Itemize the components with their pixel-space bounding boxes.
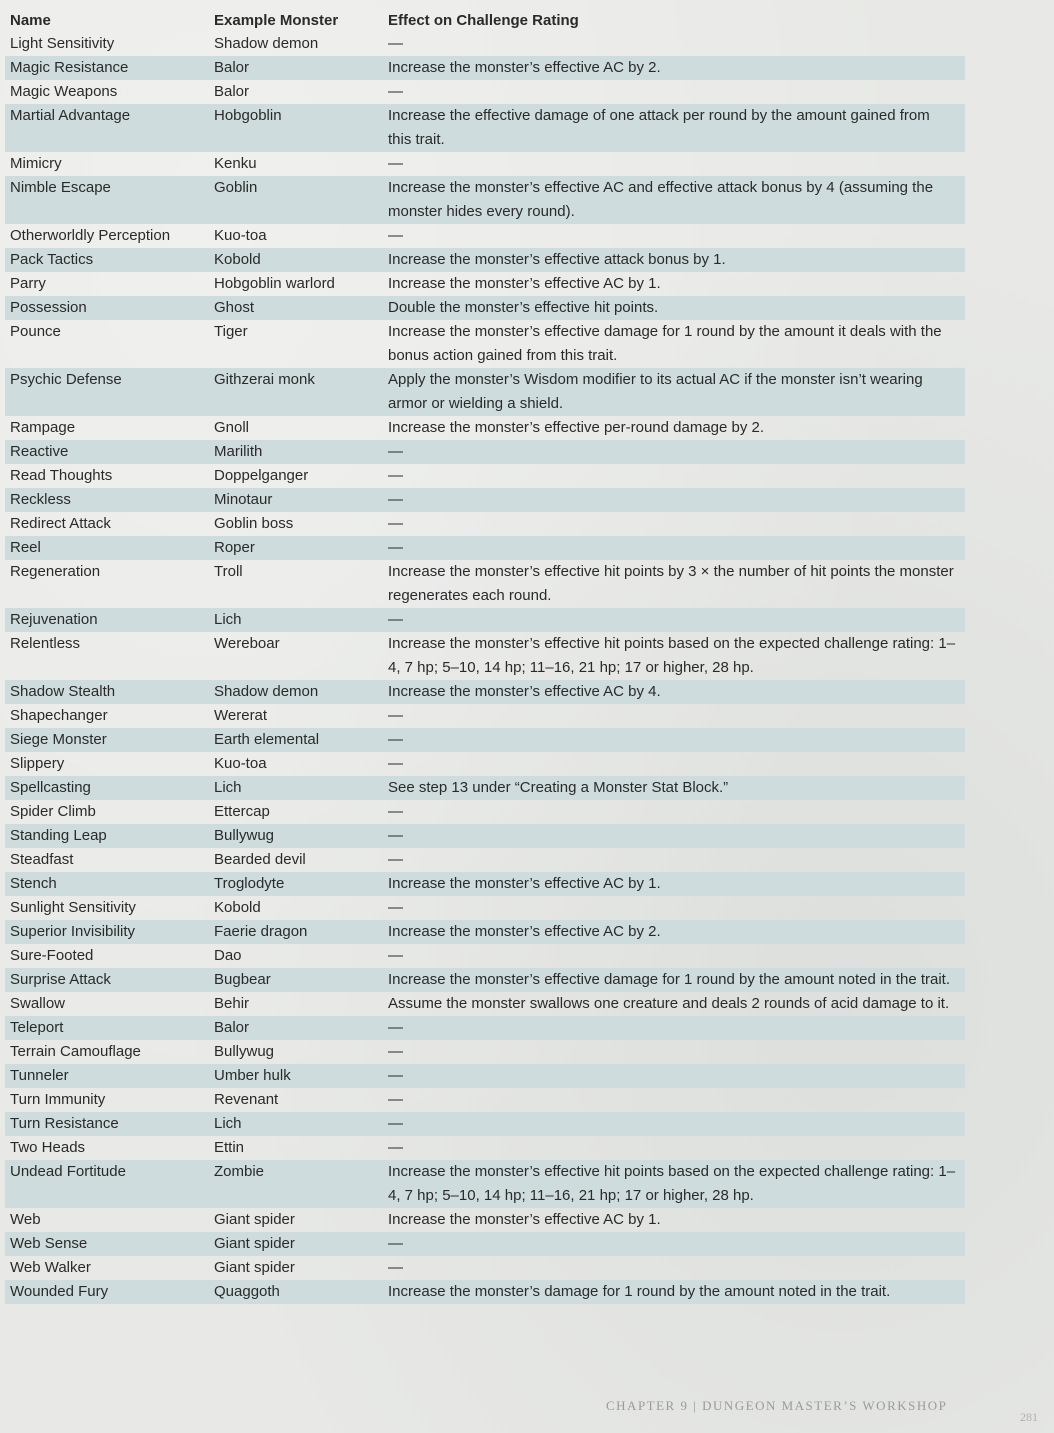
table-row — [5, 416, 965, 440]
cell-name: Mimicry — [10, 155, 62, 172]
table-row — [5, 728, 965, 752]
table-row — [5, 32, 965, 56]
cell-monster: Bullywug — [214, 1043, 275, 1060]
cell-monster: Goblin boss — [214, 515, 294, 532]
cell-effect: Increase the monster’s effective AC by 1. — [388, 1211, 661, 1228]
cell-effect: Increase the monster’s effective AC by 1. — [388, 875, 661, 892]
table-row — [5, 536, 965, 560]
cell-effect: — — [388, 1091, 403, 1108]
cell-monster: Githzerai monk — [214, 371, 315, 388]
table-row — [5, 488, 965, 512]
cell-name: Magic Weapons — [10, 83, 118, 100]
cell-monster: Faerie dragon — [214, 923, 308, 940]
cell-effect: — — [388, 731, 403, 748]
cell-effect: — — [388, 1067, 403, 1084]
cell-monster: Doppelganger — [214, 467, 309, 484]
table-row — [5, 608, 965, 632]
cell-name: Surprise Attack — [10, 971, 111, 988]
cell-monster: Lich — [214, 1115, 242, 1132]
cell-effect: — — [388, 1259, 403, 1276]
cell-name: Possession — [10, 299, 87, 316]
cell-effect: — — [388, 1115, 403, 1132]
cell-name: Relentless — [10, 635, 81, 652]
table-row — [5, 920, 965, 944]
table-row — [5, 56, 965, 80]
table-row — [5, 1256, 965, 1280]
cell-effect: — — [388, 1019, 403, 1036]
table-row — [5, 1160, 965, 1208]
cell-monster: Roper — [214, 539, 255, 556]
cell-effect: Increase the monster’s effective AC and effective attack bonus by 4 (assuming the monster hides every round). — [388, 179, 934, 220]
cell-effect: Assume the monster swallows one creature and deals 2 rounds of acid damage to it. — [388, 995, 950, 1012]
cell-monster: Kuo-toa — [214, 227, 267, 244]
cell-effect: — — [388, 611, 403, 628]
cell-monster: Tiger — [214, 323, 248, 340]
table-header — [5, 8, 965, 32]
cell-name: Web — [10, 1211, 41, 1228]
cell-name: Parry — [10, 275, 46, 292]
cell-effect: — — [388, 35, 403, 52]
table-row — [5, 800, 965, 824]
cell-name: Undead Fortitude — [10, 1163, 126, 1180]
cell-name: Reel — [10, 539, 41, 556]
cell-name: Rampage — [10, 419, 76, 436]
table-row — [5, 824, 965, 848]
cell-name: Magic Resistance — [10, 59, 129, 76]
cell-monster: Earth elemental — [214, 731, 320, 748]
cell-monster: Kuo-toa — [214, 755, 267, 772]
cell-name: Otherworldly Perception — [10, 227, 171, 244]
cell-monster: Kenku — [214, 155, 257, 172]
table-row — [5, 1088, 965, 1112]
table-row — [5, 1280, 965, 1304]
cell-effect: — — [388, 803, 403, 820]
cell-monster: Revenant — [214, 1091, 279, 1108]
cell-name: Martial Advantage — [10, 107, 131, 124]
chapter-footer: CHAPTER 9 | DUNGEON MASTER’S WORKSHOP — [606, 1398, 948, 1413]
cell-name: Slippery — [10, 755, 65, 772]
cell-monster: Behir — [214, 995, 250, 1012]
cell-monster: Goblin — [214, 179, 258, 196]
cell-monster: Lich — [214, 779, 242, 796]
table-row — [5, 80, 965, 104]
cell-effect: Increase the monster’s effective hit points by 3 × the number of hit points the monster regenerates each round. — [388, 563, 954, 604]
table-body — [5, 32, 965, 1304]
header-monster: Example Monster — [214, 12, 339, 29]
cell-name: Redirect Attack — [10, 515, 111, 532]
cell-monster: Giant spider — [214, 1211, 295, 1228]
cell-effect: Increase the monster’s damage for 1 round by the amount noted in the trait. — [388, 1283, 891, 1300]
cell-name: Two Heads — [10, 1139, 86, 1156]
cell-monster: Ettin — [214, 1139, 245, 1156]
cell-effect: Double the monster’s effective hit points. — [388, 299, 659, 316]
table-row — [5, 1208, 965, 1232]
cell-name: Regeneration — [10, 563, 101, 580]
table-row — [5, 704, 965, 728]
cell-effect: — — [388, 947, 403, 964]
cell-name: Stench — [10, 875, 57, 892]
table-row — [5, 368, 965, 416]
cell-name: Superior Invisibility — [10, 923, 136, 940]
table-row — [5, 224, 965, 248]
header-effect: Effect on Challenge Rating — [388, 12, 579, 29]
cell-effect: Increase the monster’s effective AC by 1. — [388, 275, 661, 292]
cell-name: Steadfast — [10, 851, 74, 868]
cell-effect: Increase the monster’s effective AC by 4. — [388, 683, 661, 700]
cell-effect: — — [388, 755, 403, 772]
cell-monster: Bugbear — [214, 971, 271, 988]
cell-name: Pounce — [10, 323, 61, 340]
cell-monster: Balor — [214, 1019, 250, 1036]
cell-effect: — — [388, 467, 403, 484]
cell-monster: Shadow demon — [214, 35, 319, 52]
cell-effect: — — [388, 851, 403, 868]
table-row — [5, 512, 965, 536]
cell-monster: Lich — [214, 611, 242, 628]
table-row — [5, 440, 965, 464]
table-row — [5, 176, 965, 224]
cell-name: Spider Climb — [10, 803, 96, 820]
cell-name: Teleport — [10, 1019, 64, 1036]
cell-monster: Umber hulk — [214, 1067, 291, 1084]
cell-monster: Shadow demon — [214, 683, 319, 700]
cell-monster: Hobgoblin — [214, 107, 282, 124]
cell-name: Swallow — [10, 995, 66, 1012]
cell-effect: Apply the monster’s Wisdom modifier to its actual AC if the monster isn’t wearing armor or wielding a shield. — [388, 371, 923, 412]
table-row — [5, 968, 965, 992]
cell-effect: — — [388, 515, 403, 532]
table-row — [5, 896, 965, 920]
cell-monster: Minotaur — [214, 491, 273, 508]
cell-monster: Gnoll — [214, 419, 250, 436]
cell-monster: Giant spider — [214, 1259, 295, 1276]
cell-effect: — — [388, 1235, 403, 1252]
cell-monster: Balor — [214, 83, 250, 100]
cell-name: Pack Tactics — [10, 251, 94, 268]
cell-monster: Bullywug — [214, 827, 275, 844]
cell-effect: Increase the monster’s effective AC by 2. — [388, 923, 661, 940]
table-row — [5, 848, 965, 872]
cell-monster: Zombie — [214, 1163, 265, 1180]
table-row — [5, 1064, 965, 1088]
cell-monster: Troll — [214, 563, 243, 580]
table-row — [5, 1112, 965, 1136]
cell-monster: Wereboar — [214, 635, 280, 652]
cell-name: Nimble Escape — [10, 179, 111, 196]
cell-monster: Ettercap — [214, 803, 270, 820]
cell-monster: Kobold — [214, 899, 261, 916]
cell-name: Read Thoughts — [10, 467, 113, 484]
cell-name: Reactive — [10, 443, 69, 460]
table-row — [5, 272, 965, 296]
cell-monster: Marilith — [214, 443, 263, 460]
table-row — [5, 872, 965, 896]
cell-name: Wounded Fury — [10, 1283, 109, 1300]
cell-name: Psychic Defense — [10, 371, 122, 388]
cell-name: Reckless — [10, 491, 71, 508]
header-name: Name — [10, 12, 51, 29]
traits-table — [5, 8, 965, 1304]
table-row — [5, 320, 965, 368]
cell-effect: Increase the effective damage of one attack per round by the amount gained from this trait. — [388, 107, 930, 148]
table-row — [5, 152, 965, 176]
table-row — [5, 944, 965, 968]
table-row — [5, 1016, 965, 1040]
cell-effect: Increase the monster’s effective per-round damage by 2. — [388, 419, 765, 436]
cell-effect: Increase the monster’s effective hit points based on the expected challenge rating: 1–4, 7 hp; 5–10, 14 hp; 11–16, 21 hp; 17 or higher, 28 hp. — [388, 1163, 956, 1204]
cell-effect: Increase the monster’s effective attack bonus by 1. — [388, 251, 726, 268]
cell-name: Terrain Camouflage — [10, 1043, 141, 1060]
table-row — [5, 992, 965, 1016]
cell-monster: Ghost — [214, 299, 255, 316]
table-row — [5, 296, 965, 320]
table-row — [5, 560, 965, 608]
cell-effect: — — [388, 539, 403, 556]
table-row — [5, 632, 965, 680]
cell-monster: Troglodyte — [214, 875, 285, 892]
cell-name: Light Sensitivity — [10, 35, 115, 52]
cell-effect: — — [388, 227, 403, 244]
cell-effect: — — [388, 899, 403, 916]
table-row — [5, 680, 965, 704]
cell-effect: See step 13 under “Creating a Monster Stat Block.” — [388, 779, 729, 796]
cell-effect: — — [388, 491, 403, 508]
cell-effect: — — [388, 1139, 403, 1156]
cell-effect: — — [388, 1043, 403, 1060]
table-row — [5, 752, 965, 776]
cell-name: Web Sense — [10, 1235, 88, 1252]
cell-effect: — — [388, 827, 403, 844]
cell-name: Standing Leap — [10, 827, 107, 844]
cell-monster: Dao — [214, 947, 242, 964]
table-row — [5, 1136, 965, 1160]
cell-effect: Increase the monster’s effective hit points based on the expected challenge rating: 1–4, 7 hp; 5–10, 14 hp; 11–16, 21 hp; 17 or higher, 28 hp. — [388, 635, 956, 676]
cell-name: Web Walker — [10, 1259, 91, 1276]
table-row — [5, 1232, 965, 1256]
cell-name: Rejuvenation — [10, 611, 98, 628]
cell-effect: — — [388, 83, 403, 100]
cell-name: Turn Resistance — [10, 1115, 119, 1132]
cell-name: Siege Monster — [10, 731, 107, 748]
table-row — [5, 104, 965, 152]
table-row — [5, 248, 965, 272]
cell-name: Tunneler — [10, 1067, 69, 1084]
table-row — [5, 464, 965, 488]
cell-effect: Increase the monster’s effective AC by 2. — [388, 59, 661, 76]
cell-effect: — — [388, 443, 403, 460]
cell-effect: — — [388, 707, 403, 724]
cell-name: Sunlight Sensitivity — [10, 899, 136, 916]
cell-monster: Kobold — [214, 251, 261, 268]
cell-monster: Balor — [214, 59, 250, 76]
table-row — [5, 776, 965, 800]
cell-monster: Hobgoblin warlord — [214, 275, 335, 292]
cell-name: Shadow Stealth — [10, 683, 116, 700]
cell-monster: Quaggoth — [214, 1283, 280, 1300]
cell-name: Sure-Footed — [10, 947, 94, 964]
cell-monster: Giant spider — [214, 1235, 295, 1252]
table-row — [5, 1040, 965, 1064]
cell-name: Turn Immunity — [10, 1091, 106, 1108]
cell-name: Spellcasting — [10, 779, 91, 796]
cell-monster: Wererat — [214, 707, 268, 724]
cell-effect: — — [388, 155, 403, 172]
page-number: 281 — [1020, 1410, 1038, 1424]
cell-effect: Increase the monster’s effective damage for 1 round by the amount noted in the trait. — [388, 971, 951, 988]
cell-effect: Increase the monster’s effective damage for 1 round by the amount it deals with the bonus action gained from this trait. — [388, 323, 942, 364]
cell-monster: Bearded devil — [214, 851, 306, 868]
cell-name: Shapechanger — [10, 707, 108, 724]
